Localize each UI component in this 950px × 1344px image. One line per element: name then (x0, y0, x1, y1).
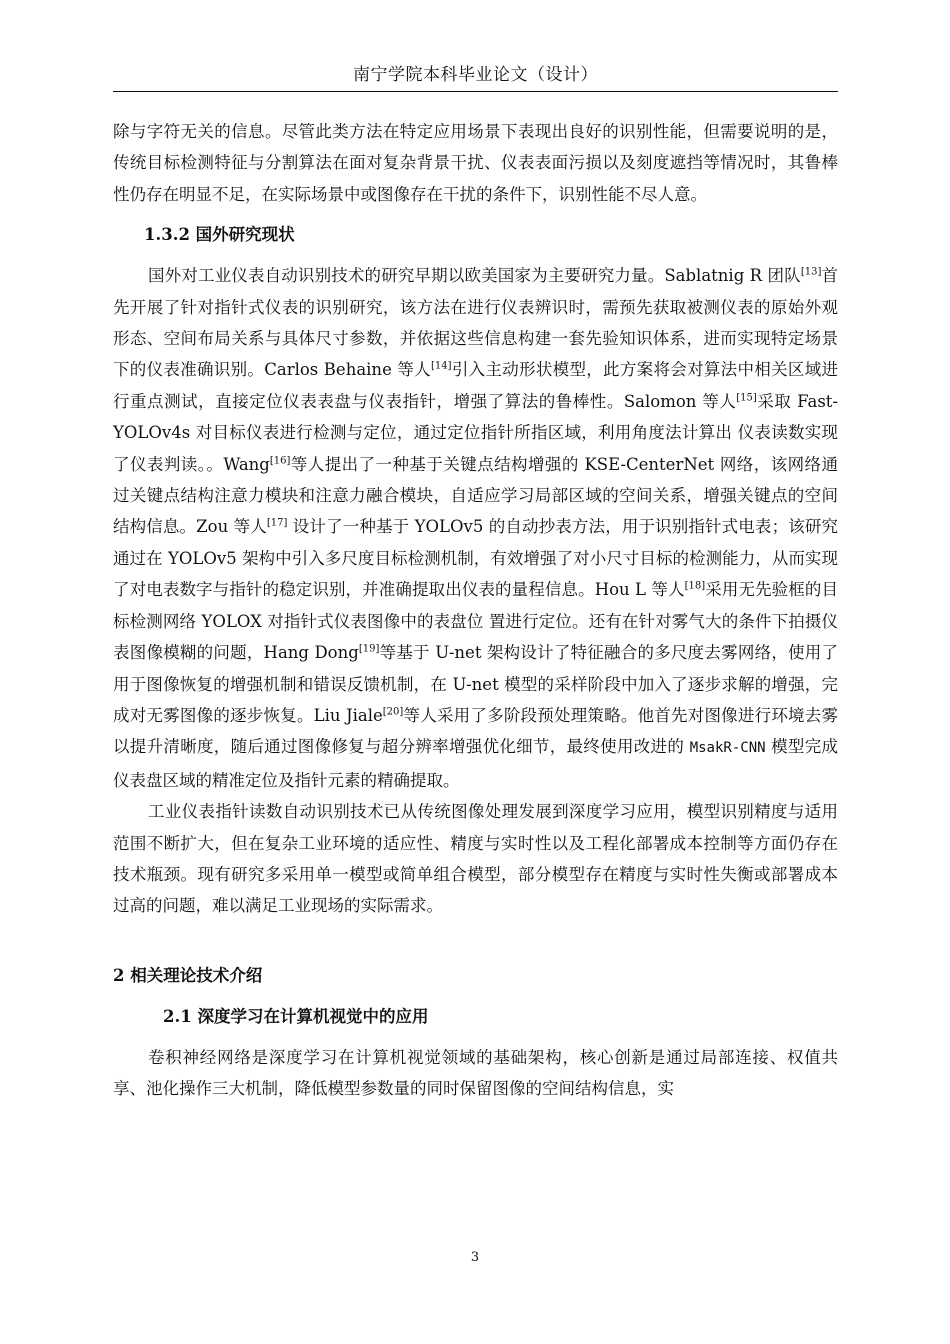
text-run: 采用无先验框的目标检测网络 YOLOX 对指针式仪表图像中的表盘位 置进行定位。还有在针对雾气大的条件下拍摄仪表图像模糊的问题，Hang Dong (113, 580, 839, 663)
section-heading-2-1: 2.1 深度学习在计算机视觉中的应用 (163, 1006, 429, 1026)
paragraph-summary: 工业仪表指针读数自动识别技术已从传统图像处理发展到深度学习应用，模型识别精度与适用范围不断扩大，但在复杂工业环境的适应性、精度与实时性以及工程化部署成本控制等方面仍存在技术瓶颈。现有研究多采用单一模型或简单组合模型，部分模型存在精度与实时性失衡或部署成本过高的问题，难以满足工业现场的实际需求。 (113, 802, 838, 916)
text-run: 引入主动形状模型，此方案将会对算法中相关区域进行重点测试，直接定位仪表表盘与仪表指针，增强了算法的鲁棒性。Salomon 等人 (113, 360, 838, 411)
citation-ref-20: [20] (382, 706, 404, 718)
page-number: 3 (470, 1250, 480, 1265)
citation-ref-13: [13] (800, 266, 822, 278)
section-heading-1-3-2: 1.3.2 国外研究现状 (144, 225, 295, 245)
model-name: MsakR-CNN (689, 740, 766, 757)
citation-ref-15: [15] (736, 392, 757, 404)
page-header-title: 南宁学院本科毕业论文（设计） (353, 65, 598, 85)
header-rule (113, 91, 838, 92)
text-run: 等基于 U-net 架构设计了特征融合的多尺度去雾网络，使用了用于图像恢复的增强机制和错误反馈机制，在 U-net 模型的采样阶段中加入了逐步求解的增强，完成对无雾图像的逐步恢复。Liu Jiale (113, 643, 839, 725)
text-run: 设计了一种基于 YOLOv5 的自动抄表方法，用于识别指针式电表；该研究通过在 YOLOv5 架构中引入多尺度目标检测机制，有效增强了对小尺寸目标的检测能力，从而实现了对电表数字与指针的稳定识别，并准确提取出仪表的量程信息。Hou L 等人 (113, 517, 838, 600)
text-run: 模型完成仪表盘区域的精准定位及指针元素的精确提取。 (113, 737, 839, 790)
text-run: 首先开展了针对指针式仪表的识别研究，该方法在进行仪表辨识时，需预先获取被测仪表的原始外观形态、空间布局关系与具体尺寸参数，并依据这些信息构建一套先验知识体系，进而实现特定场景下的仪表准确识别。Carlos Behaine 等人 (113, 266, 839, 380)
page-body (113, 116, 838, 1105)
citation-ref-17: [17] (266, 517, 288, 529)
text-run: 等人提出了一种基于关键点结构增强的 KSE-CenterNet 网络，该网络通过关键点结构注意力模块和注意力融合模块，自适应学习局部区域的空间关系，增强关键点的空间结构信息。Zou 等人 (113, 454, 838, 537)
text-run: 等人采用了多阶段预处理策略。他首先对图像进行环境去雾以提升清晰度，随后通过图像修复与超分辨率增强优化细节，最终使用改进的 (113, 705, 839, 757)
citation-ref-16: [16] (269, 455, 291, 467)
citation-ref-18: [18] (684, 580, 706, 592)
text-run: 采取 Fast-YOLOv4s 对目标仪表进行检测与定位，通过定位指针所指区域，利用角度法计算出 仪表读数实现了仪表判读。。Wang (113, 391, 838, 474)
paragraph-cnn-intro: 卷积神经网络是深度学习在计算机视觉领域的基础架构，核心创新是通过局部连接、权值共享、池化操作三大机制，降低模型参数量的同时保留图像的空间结构信息，实 (113, 1047, 838, 1099)
text-run: 国外对工业仪表自动识别技术的研究早期以欧美国家为主要研究力量。Sablatnig R 团队 (148, 266, 801, 286)
citation-ref-19: [19] (358, 643, 380, 655)
paragraph-foreign-research (113, 260, 838, 796)
chapter-heading-2: 2 相关理论技术介绍 (113, 965, 263, 985)
citation-ref-14: [14] (430, 360, 452, 372)
paragraph-traditional-methods: 除与字符无关的信息。尽管此类方法在特定应用场景下表现出良好的识别性能，但需要说明的是，传统目标检测特征与分割算法在面对复杂背景干扰、仪表表面污损以及刻度遮挡等情况时，其鲁棒性仍存在明显不足，在实际场景中或图像存在干扰的条件下，识别性能不尽人意。 (113, 122, 838, 204)
